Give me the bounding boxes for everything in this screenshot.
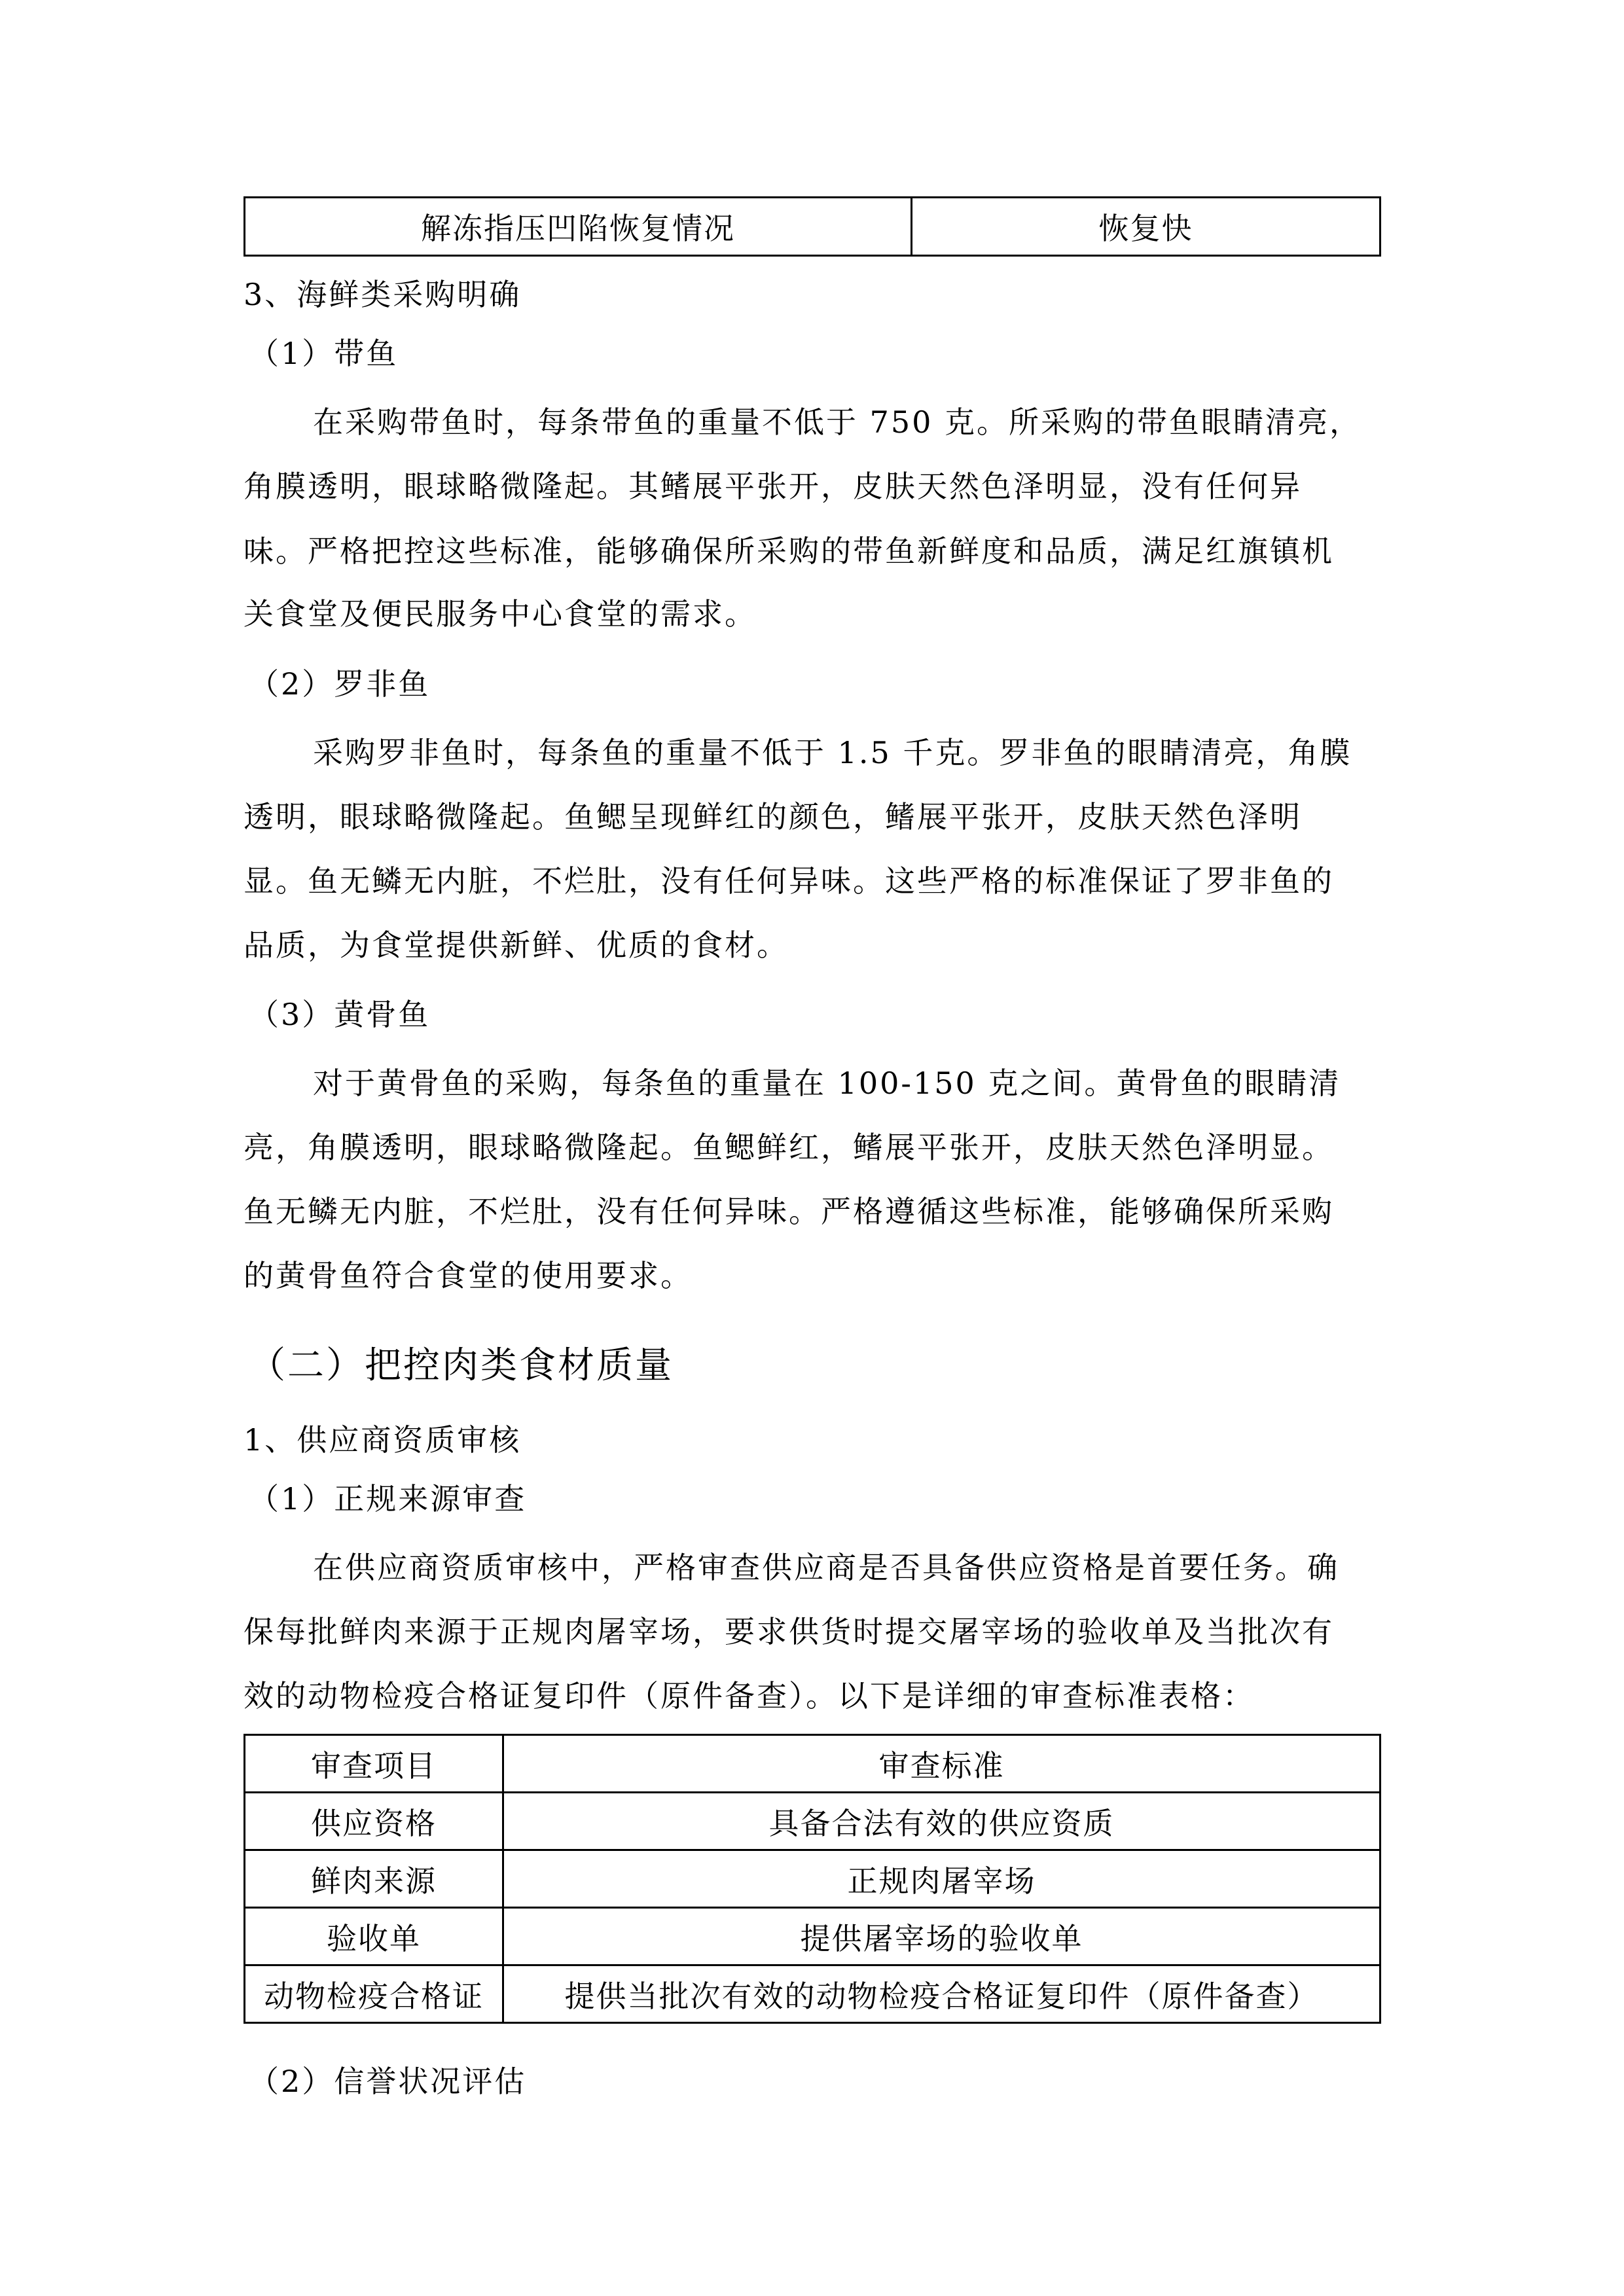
paragraph-line: 鱼无鳞无内脏，不烂肚，没有任何异味。严格遵循这些标准，能够确保所采购 bbox=[244, 1194, 1334, 1229]
item-title: （3）黄骨鱼 bbox=[249, 997, 431, 1032]
item-title: （2）信誉状况评估 bbox=[249, 2064, 527, 2099]
table-cell: 供应资格 bbox=[245, 1793, 503, 1850]
subsection-title: 3、海鲜类采购明确 bbox=[244, 277, 522, 312]
subsection-title: 1、供应商资质审核 bbox=[244, 1422, 522, 1458]
paragraph-line: 保每批鲜肉来源于正规肉屠宰场，要求供货时提交屠宰场的验收单及当批次有 bbox=[244, 1614, 1334, 1649]
table-cell: 具备合法有效的供应资质 bbox=[503, 1793, 1380, 1850]
paragraph-line: 味。严格把控这些标准，能够确保所采购的带鱼新鲜度和品质，满足红旗镇机 bbox=[244, 533, 1334, 569]
table-header-cell: 审查项目 bbox=[245, 1735, 503, 1793]
item-title: （1）带鱼 bbox=[249, 336, 399, 371]
thaw-criteria-table bbox=[244, 196, 1381, 257]
table-cell: 提供当批次有效的动物检疫合格证复印件（原件备查） bbox=[503, 1965, 1380, 2023]
paragraph-line: 在采购带鱼时，每条带鱼的重量不低于 750 克。所采购的带鱼眼睛清亮， bbox=[313, 404, 1362, 440]
paragraph-line: 关食堂及便民服务中心食堂的需求。 bbox=[244, 596, 757, 632]
paragraph-line: 角膜透明，眼球略微隆起。其鳍展平张开，皮肤天然色泽明显，没有任何异 bbox=[244, 469, 1302, 504]
table-cell: 验收单 bbox=[245, 1908, 503, 1965]
paragraph-line: 对于黄骨鱼的采购，每条鱼的重量在 100-150 克之间。黄骨鱼的眼睛清 bbox=[313, 1066, 1341, 1101]
paragraph-line: 采购罗非鱼时，每条鱼的重量不低于 1.5 千克。罗非鱼的眼睛清亮，角膜 bbox=[313, 735, 1352, 770]
table-cell: 鲜肉来源 bbox=[245, 1850, 503, 1908]
paragraph-line: 在供应商资质审核中，严格审查供应商是否具备供应资格是首要任务。确 bbox=[313, 1550, 1339, 1585]
table-header-row bbox=[245, 1735, 1380, 1793]
table-row bbox=[245, 1793, 1380, 1850]
section-heading: （二）把控肉类食材质量 bbox=[249, 1344, 674, 1387]
table-cell: 动物检疫合格证 bbox=[245, 1965, 503, 2023]
paragraph-line: 透明，眼球略微隆起。鱼鳃呈现鲜红的颜色，鳍展平张开，皮肤天然色泽明 bbox=[244, 799, 1302, 834]
table-cell: 提供屠宰场的验收单 bbox=[503, 1908, 1380, 1965]
table-header-cell: 审查标准 bbox=[503, 1735, 1380, 1793]
supplier-review-table bbox=[244, 1734, 1381, 2024]
paragraph-line: 效的动物检疫合格证复印件（原件备查）。以下是详细的审查标准表格： bbox=[244, 1678, 1255, 1713]
table-row bbox=[245, 198, 1380, 256]
item-title: （2）罗非鱼 bbox=[249, 666, 431, 702]
table-cell: 恢复快 bbox=[912, 198, 1380, 256]
paragraph-line: 显。鱼无鳞无内脏，不烂肚，没有任何异味。这些严格的标准保证了罗非鱼的 bbox=[244, 863, 1334, 899]
paragraph-line: 的黄骨鱼符合食堂的使用要求。 bbox=[244, 1258, 693, 1293]
table-cell: 正规肉屠宰场 bbox=[503, 1850, 1380, 1908]
table-row bbox=[245, 1965, 1380, 2023]
item-title: （1）正规来源审查 bbox=[249, 1481, 527, 1516]
table-row bbox=[245, 1850, 1380, 1908]
paragraph-line: 亮，角膜透明，眼球略微隆起。鱼鳃鲜红，鳍展平张开，皮肤天然色泽明显。 bbox=[244, 1130, 1334, 1165]
table-row bbox=[245, 1908, 1380, 1965]
paragraph-line: 品质，为食堂提供新鲜、优质的食材。 bbox=[244, 927, 789, 963]
table-cell: 解冻指压凹陷恢复情况 bbox=[245, 198, 912, 256]
